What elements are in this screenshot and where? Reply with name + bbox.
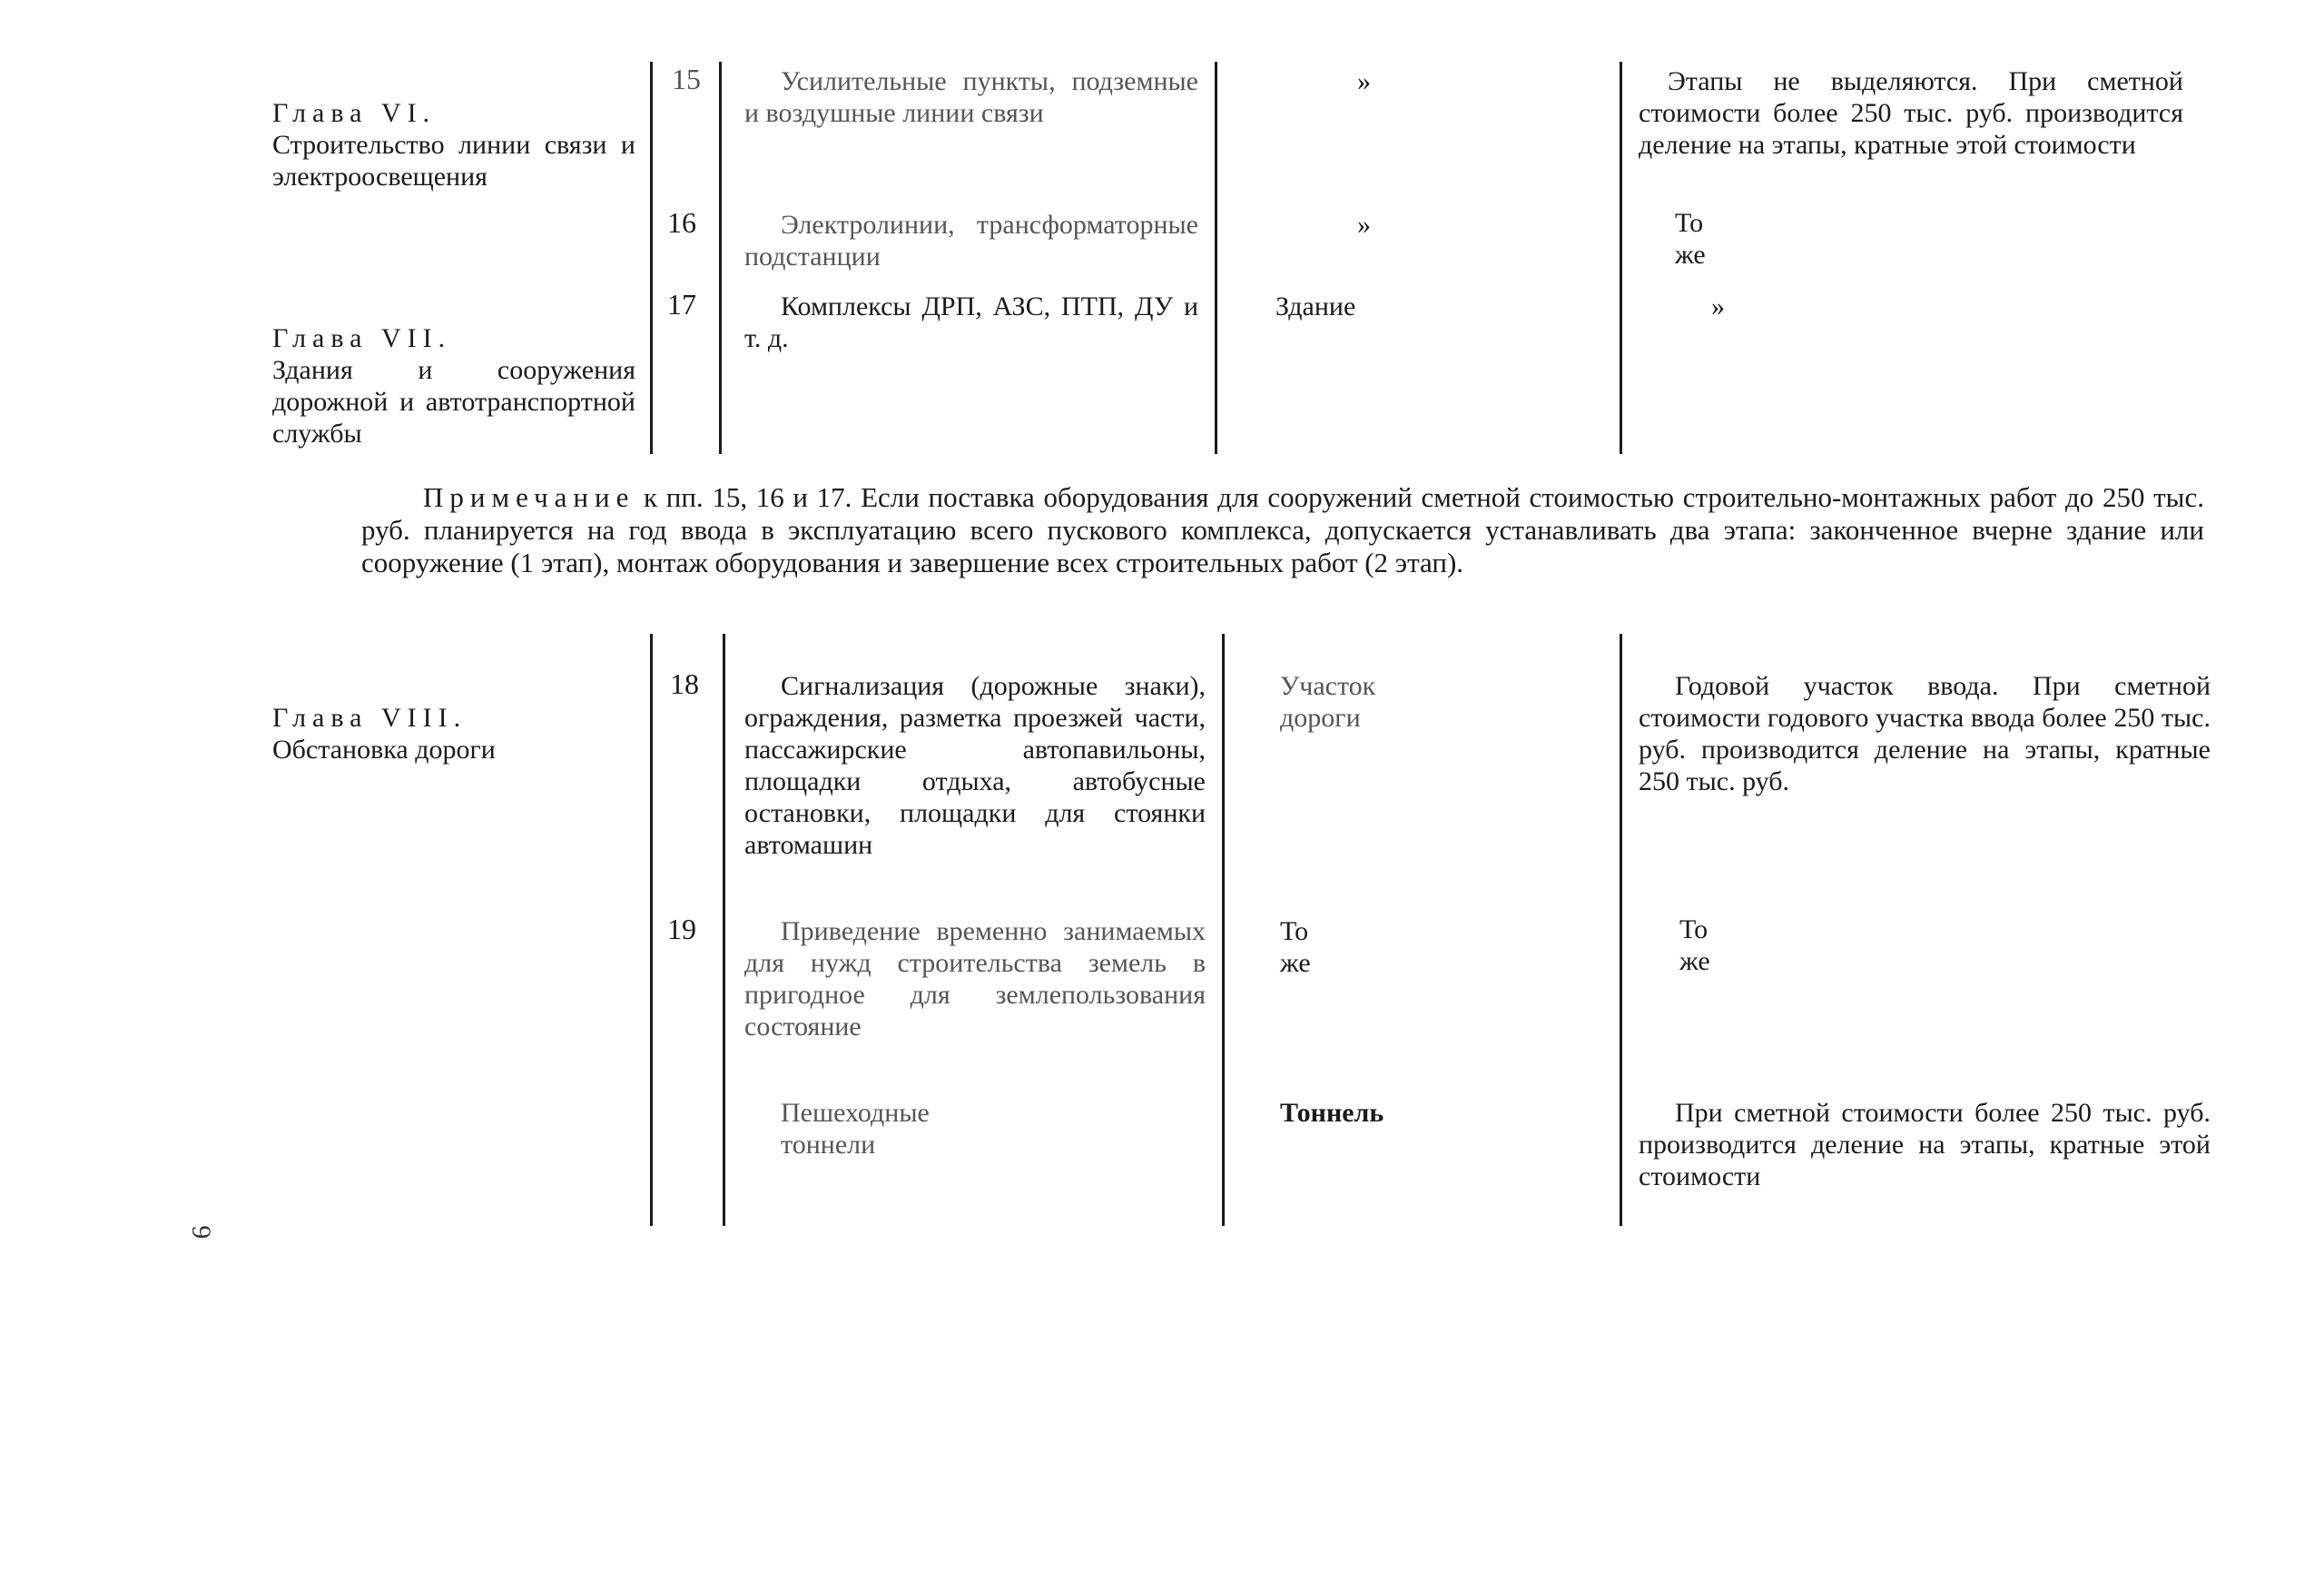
- stages-cell: То же: [1679, 914, 1710, 976]
- column-rule: [719, 62, 722, 454]
- column-rule: [723, 634, 725, 1226]
- item-number: 18: [670, 667, 699, 700]
- table-row: [272, 670, 635, 765]
- note-paragraph: [361, 481, 2204, 579]
- chapter-title: Строительство линии связи и электроосвещения: [272, 130, 635, 192]
- unit-cell: То же: [1280, 916, 1311, 978]
- objects-cell: Приведение временно занимаемых для нужд строительства земель в пригодное для землепользования состояние: [744, 916, 1206, 1042]
- column-rule: [1620, 62, 1622, 454]
- table-row: [272, 65, 635, 193]
- unit-cell: Тоннель: [1280, 1098, 1384, 1128]
- column-rule: [1620, 634, 1622, 1226]
- item-number: 16: [667, 206, 696, 239]
- chapter-label: Глава VI.: [272, 98, 437, 128]
- note-label: Примечание: [423, 481, 635, 513]
- item-number: 15: [672, 63, 701, 95]
- column-rule: [650, 62, 653, 454]
- unit-cell: Здание: [1275, 291, 1356, 321]
- note-text: к пп. 15, 16 и 17. Если поставка оборудования для сооружений сметной стоимостью строительно-монтажных работ до 250 тыс. руб. планируется на год ввода в эксплуатацию всего пускового комплекса, допускается устанавливать два этапа: законченное вчерне здание или сооружение (1 этап), монтаж оборудования и завершение всех строительных работ (2 этап).: [361, 481, 2204, 578]
- objects-cell: Электролинии, трансформаторные подстанции: [744, 210, 1198, 272]
- page-number: 6: [186, 1225, 217, 1239]
- objects-cell: Пешеходные тоннели: [781, 1098, 930, 1160]
- column-rule: [650, 634, 653, 1226]
- item-number: 19: [667, 913, 696, 945]
- stages-cell: Годовой участок ввода. При сметной стоимости годового участка ввода более 250 тыс. руб. производится деление на этапы, кратные 250 тыс. руб.: [1639, 671, 2211, 796]
- chapter-title: Здания и сооружения дорожной и автотранспортной службы: [272, 355, 635, 449]
- objects-cell: Усилительные пункты, подземные и воздушные линии связи: [744, 66, 1198, 128]
- table-row: [272, 291, 635, 449]
- chapter-title: Обстановка дороги: [272, 735, 496, 765]
- unit-cell: Участок дороги: [1280, 671, 1376, 733]
- unit-cell: »: [1357, 66, 1371, 96]
- stages-cell: При сметной стоимости более 250 тыс. руб. производится деление на этапы, кратные этой стоимости: [1639, 1098, 2211, 1191]
- chapter-label: Глава VIII.: [272, 703, 468, 733]
- column-rule: [1222, 634, 1225, 1226]
- stages-cell: Этапы не выделяются. При сметной стоимости более 250 тыс. руб. производится деление на этапы, кратные этой стоимости: [1639, 66, 2183, 160]
- chapter-label: Глава VII.: [272, 323, 452, 353]
- column-rule: [1215, 62, 1217, 454]
- objects-cell: Комплексы ДРП, АЗС, ПТП, ДУ и т. д.: [744, 291, 1198, 353]
- stages-cell: То же: [1675, 208, 1706, 270]
- unit-cell: »: [1357, 210, 1371, 240]
- objects-cell: Сигнализация (дорожные знаки), ограждения, разметка проезжей части, пассажирские автопавильоны, площадки отдыха, автобусные остановки, площадки для стоянки автомашин: [744, 671, 1206, 860]
- stages-cell: »: [1711, 291, 1725, 321]
- item-number: 17: [667, 288, 696, 321]
